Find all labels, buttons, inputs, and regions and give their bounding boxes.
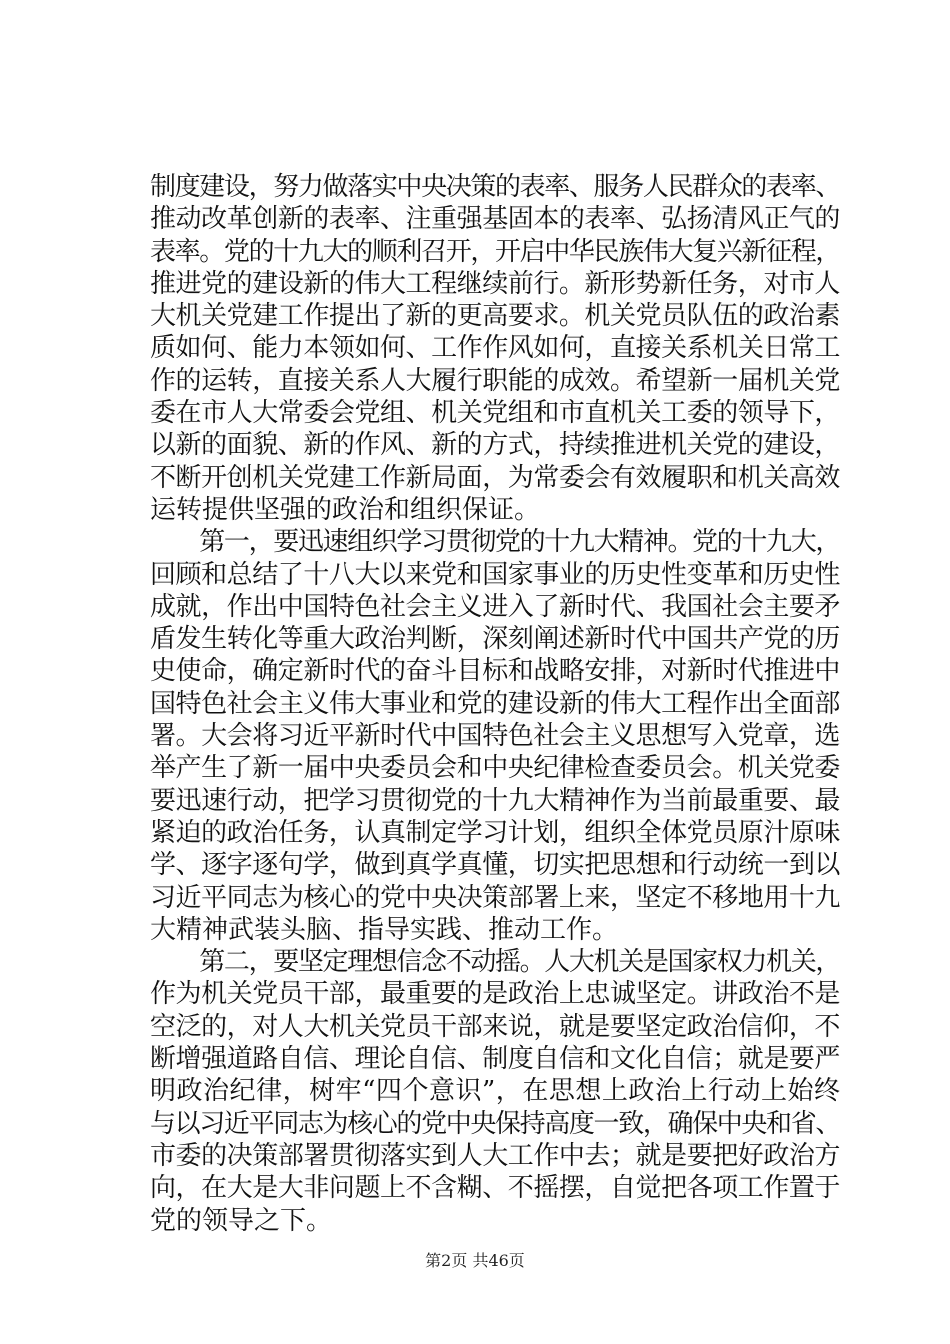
text-line: 作的运转，直接关系人大履行职能的成效。希望新一届机关党: [150, 365, 840, 396]
text-line: 推进党的建设新的伟大工程继续前行。新形势新任务，对市人: [150, 268, 840, 299]
text-line: 第二，要坚定理想信念不动摇。人大机关是国家权力机关，: [150, 947, 840, 978]
text-line: 国特色社会主义伟大事业和党的建设新的伟大工程作出全面部: [150, 688, 840, 719]
text-line: 市委的决策部署贯彻落实到人大工作中去；就是要把好政治方: [150, 1140, 840, 1171]
text-line: 史使命，确定新时代的奋斗目标和战略安排，对新时代推进中: [150, 656, 840, 687]
page-number-footer: 第2页 共46页: [425, 1251, 525, 1270]
text-line: 推动改革创新的表率、注重强基固本的表率、弘扬清风正气的: [150, 204, 840, 235]
text-line: 紧迫的政治任务，认真制定学习计划，组织全体党员原汁原味: [150, 817, 840, 848]
text-line: 明政治纪律，树牢“四个意识”，在思想上政治上行动上始终: [150, 1076, 841, 1107]
text-line: 第一，要迅速组织学习贯彻党的十九大精神。党的十九大，: [150, 527, 840, 558]
text-line: 表率。党的十九大的顺利召开，开启中华民族伟大复兴新征程，: [150, 236, 840, 267]
text-line: 回顾和总结了十八大以来党和国家事业的历史性变革和历史性: [150, 559, 840, 590]
text-line: 向，在大是大非问题上不含糊、不摇摆，自觉把各项工作置于: [150, 1173, 840, 1204]
text-line: 运转提供坚强的政治和组织保证。: [150, 494, 541, 525]
text-line: 委在市人大常委会党组、机关党组和市直机关工委的领导下，: [150, 398, 840, 429]
text-line: 质如何、能力本领如何、工作作风如何，直接关系机关日常工: [150, 333, 840, 364]
text-line: 不断开创机关党建工作新局面，为常委会有效履职和机关高效: [150, 462, 840, 493]
text-line: 举产生了新一届中央委员会和中央纪律检查委员会。机关党委: [150, 753, 840, 784]
text-line: 署。大会将习近平新时代中国特色社会主义思想写入党章，选: [150, 721, 840, 752]
text-line: 大精神武装头脑、指导实践、推动工作。: [150, 914, 619, 945]
text-line: 空泛的，对人大机关党员干部来说，就是要坚定政治信仰，不: [150, 1011, 840, 1042]
text-line: 要迅速行动，把学习贯彻党的十九大精神作为当前最重要、最: [150, 785, 840, 816]
text-line: 盾发生转化等重大政治判断，深刻阐述新时代中国共产党的历: [150, 624, 840, 655]
text-line: 以新的面貌、新的作风、新的方式，持续推进机关党的建设，: [150, 430, 840, 461]
text-line: 学、逐字逐句学，做到真学真懂，切实把思想和行动统一到以: [150, 850, 840, 881]
text-line: 制度建设，努力做落实中央决策的表率、服务人民群众的表率、: [150, 172, 840, 202]
text-line: 习近平同志为核心的党中央决策部署上来，坚定不移地用十九: [150, 882, 840, 913]
text-line: 断增强道路自信、理论自信、制度自信和文化自信；就是要严: [150, 1044, 840, 1075]
text-line: 党的领导之下。: [150, 1205, 333, 1236]
text-line: 大机关党建工作提出了新的更高要求。机关党员队伍的政治素: [150, 301, 840, 332]
body-text: [150, 171, 840, 1237]
text-line: 与以习近平同志为核心的党中央保持高度一致，确保中央和省、: [150, 1108, 840, 1139]
text-line: 作为机关党员干部，最重要的是政治上忠诚坚定。讲政治不是: [150, 979, 840, 1010]
text-line: 成就，作出中国特色社会主义进入了新时代、我国社会主要矛: [150, 591, 840, 622]
